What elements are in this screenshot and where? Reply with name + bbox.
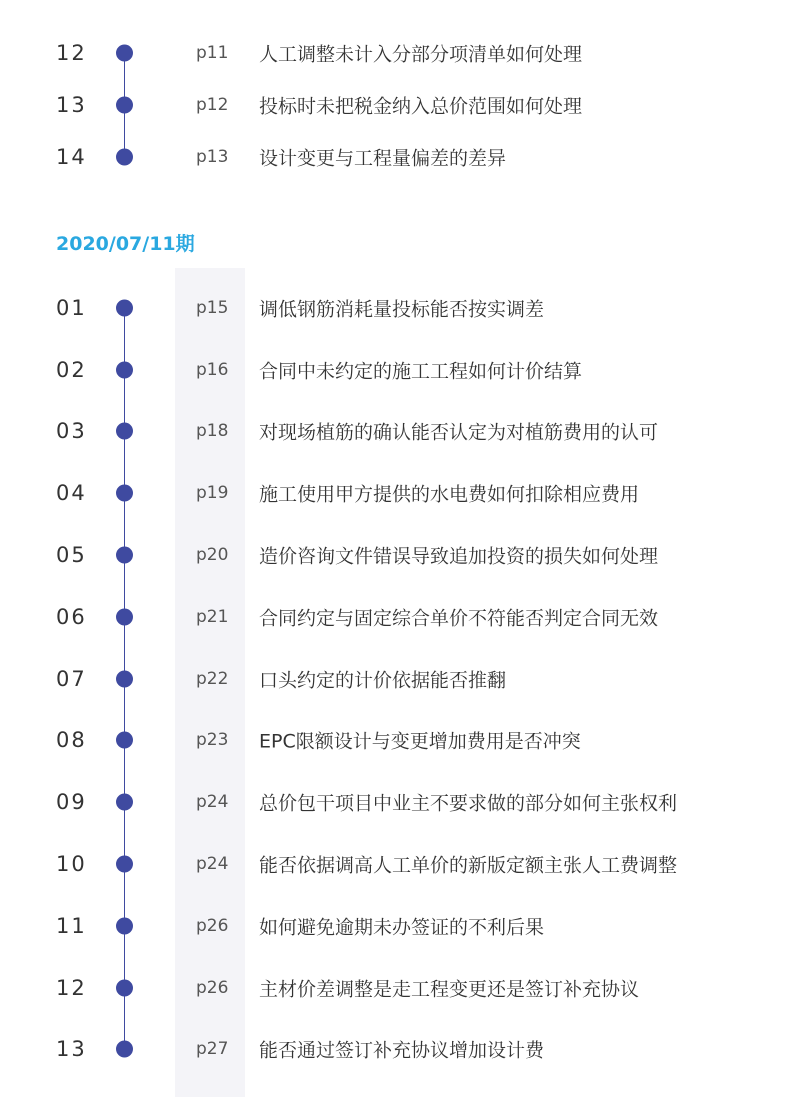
item-title: 合同约定与固定综合单价不符能否判定合同无效	[259, 607, 659, 630]
item-number: 08	[56, 728, 87, 753]
timeline-dot	[116, 485, 133, 502]
item-number: 04	[56, 481, 87, 506]
toc-row[interactable]	[0, 957, 793, 1019]
toc-row[interactable]	[0, 131, 793, 183]
timeline-dot	[116, 97, 133, 114]
toc-row[interactable]	[0, 79, 793, 131]
page-number: p12	[196, 95, 229, 115]
page-number: p26	[196, 915, 229, 936]
item-title: 能否通过签订补充协议增加设计费	[259, 1039, 545, 1062]
item-number: 12	[56, 975, 87, 1000]
toc-row[interactable]	[0, 1019, 793, 1081]
timeline-dot	[116, 979, 133, 996]
item-number: 10	[56, 852, 87, 877]
timeline-dot	[116, 423, 133, 440]
toc-row[interactable]	[0, 27, 793, 79]
timeline-dot	[116, 608, 133, 625]
item-title: 调低钢筋消耗量投标能否按实调差	[259, 298, 545, 321]
item-title: 投标时未把税金纳入总价范围如何处理	[259, 95, 583, 118]
page-number: p15	[196, 297, 229, 318]
item-title: 合同中未约定的施工工程如何计价结算	[259, 360, 583, 383]
toc-row[interactable]	[0, 277, 793, 339]
timeline-dot	[116, 917, 133, 934]
page-number: p16	[196, 359, 229, 380]
toc-row[interactable]	[0, 524, 793, 586]
page-number: p18	[196, 421, 229, 442]
item-number: 07	[56, 666, 87, 691]
timeline-dot	[116, 361, 133, 378]
item-number: 09	[56, 790, 87, 815]
item-title: 如何避免逾期未办签证的不利后果	[259, 916, 545, 939]
item-number: 05	[56, 543, 87, 568]
item-title: 对现场植筋的确认能否认定为对植筋费用的认可	[259, 421, 659, 444]
item-number: 13	[56, 1037, 87, 1062]
page-number: p24	[196, 792, 229, 813]
page-number: p24	[196, 854, 229, 875]
item-number: 11	[56, 913, 87, 938]
timeline-dot	[116, 299, 133, 316]
timeline-dot	[116, 794, 133, 811]
item-number: 02	[56, 357, 87, 382]
item-number: 13	[56, 93, 87, 117]
timeline-dot	[116, 670, 133, 687]
toc-row[interactable]	[0, 339, 793, 401]
item-title: 设计变更与工程量偏差的差异	[259, 147, 507, 170]
timeline-dot	[116, 856, 133, 873]
toc-row[interactable]	[0, 462, 793, 524]
page-number: p13	[196, 147, 229, 167]
page-number: p11	[196, 43, 229, 63]
item-title: 总价包干项目中业主不要求做的部分如何主张权利	[259, 792, 678, 815]
page-number: p19	[196, 483, 229, 504]
timeline-dot	[116, 45, 133, 62]
period-heading: 2020/07/11期	[56, 233, 195, 255]
timeline-dot	[116, 149, 133, 166]
item-number: 06	[56, 604, 87, 629]
page-number: p22	[196, 668, 229, 689]
item-title: 施工使用甲方提供的水电费如何扣除相应费用	[259, 483, 640, 506]
toc-section-previous	[0, 27, 793, 183]
timeline-dot	[116, 732, 133, 749]
page-number: p26	[196, 977, 229, 998]
page-number: p23	[196, 730, 229, 751]
toc-row[interactable]	[0, 895, 793, 957]
toc-row[interactable]	[0, 833, 793, 895]
item-title: 人工调整未计入分部分项清单如何处理	[259, 43, 583, 66]
page-number: p27	[196, 1039, 229, 1060]
timeline-dot	[116, 1041, 133, 1058]
item-title: 能否依据调高人工单价的新版定额主张人工费调整	[259, 854, 678, 877]
page-number: p20	[196, 545, 229, 566]
item-number: 03	[56, 419, 87, 444]
item-title: 主材价差调整是走工程变更还是签订补充协议	[259, 978, 640, 1001]
item-number: 14	[56, 145, 87, 169]
toc-row[interactable]	[0, 648, 793, 710]
toc-row[interactable]	[0, 401, 793, 463]
item-title: 造价咨询文件错误导致追加投资的损失如何处理	[259, 545, 659, 568]
item-number: 01	[56, 295, 87, 320]
timeline-dot	[116, 547, 133, 564]
item-number: 12	[56, 41, 87, 65]
item-title: EPC限额设计与变更增加费用是否冲突	[259, 730, 581, 753]
toc-row[interactable]	[0, 771, 793, 833]
toc-row[interactable]	[0, 710, 793, 772]
toc-section-2020-07-11	[0, 277, 793, 1080]
toc-row[interactable]	[0, 586, 793, 648]
page-number: p21	[196, 606, 229, 627]
item-title: 口头约定的计价依据能否推翻	[259, 669, 507, 692]
